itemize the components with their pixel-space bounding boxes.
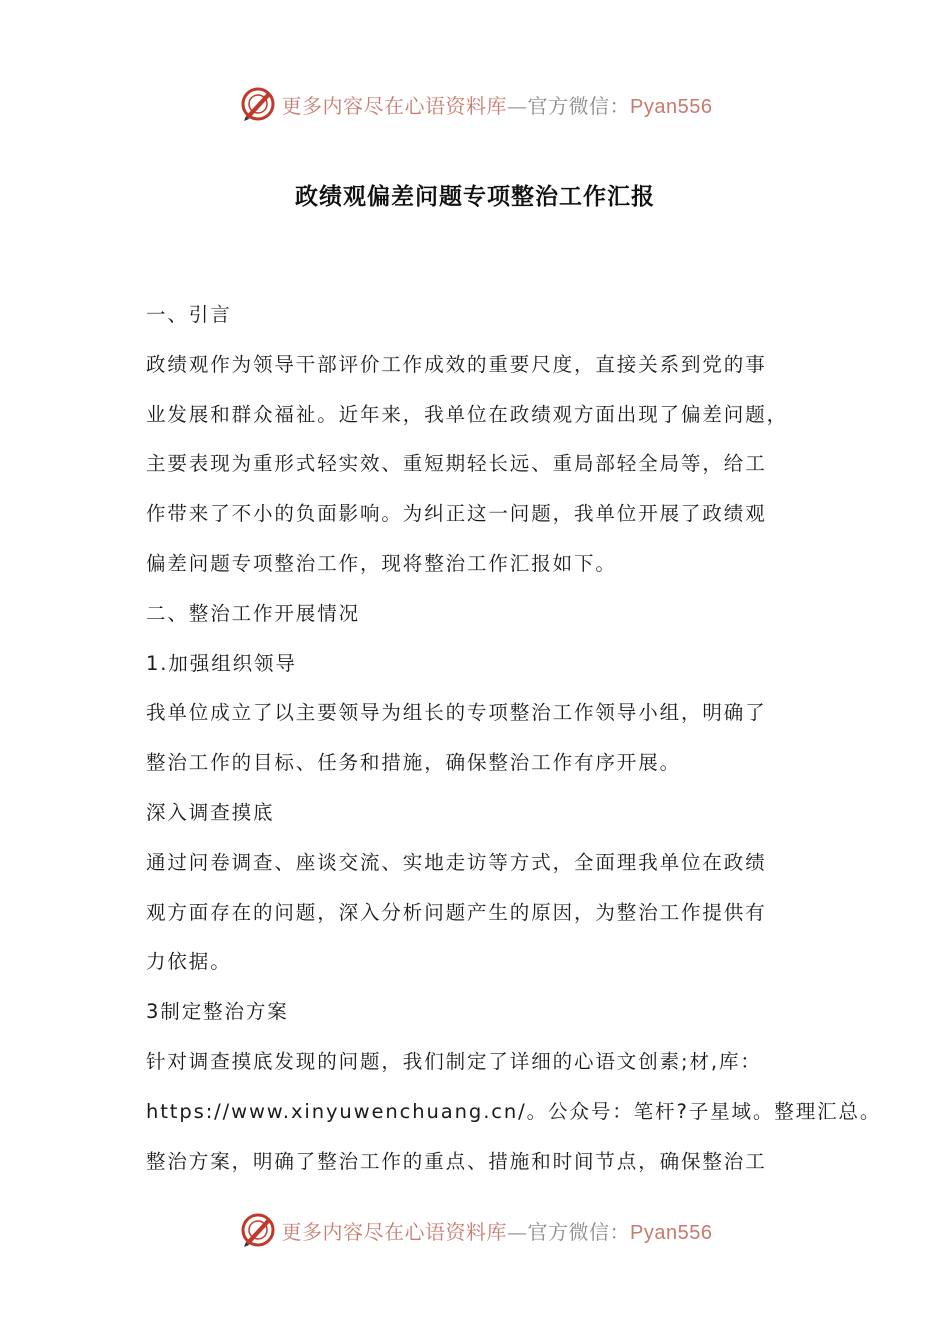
- watermark-main: 更多内容尽在心语资料库: [281, 1219, 508, 1244]
- watermark-wechat-label: 官方微信：: [527, 1219, 631, 1244]
- watermark-dash: —: [507, 1219, 528, 1244]
- body-line: 一、引言: [146, 303, 232, 326]
- watermark-wechat-label: 官方微信：: [527, 93, 631, 118]
- document-body: [146, 290, 882, 1186]
- body-line: 偏差问题专项整治工作，现将整治工作汇报如下。: [146, 551, 617, 575]
- body-line: 整治方案，明确了整治工作的重点、措施和时间节点，确保整治工: [146, 1149, 767, 1173]
- body-line: 1.加强组织领导: [146, 651, 297, 675]
- body-line: 观方面存在的问题，深入分析问题产生的原因，为整治工作提供有: [146, 900, 767, 924]
- body-line: 整治工作的目标、任务和措施，确保整治工作有序开展。: [146, 751, 682, 775]
- watermark-wechat-id: Pyan556: [630, 1221, 713, 1244]
- body-line: 通过问卷调查、座谈交流、实地走访等方式，全面理我单位在政绩: [146, 850, 767, 874]
- document-title: 政绩观偏差问题专项整治工作汇报: [295, 184, 655, 210]
- body-line: 3制定整治方案: [146, 1000, 289, 1024]
- watermark-text: [282, 1216, 713, 1245]
- body-line: 针对调查摸底发现的问题，我们制定了详细的心语文创素;材,库：: [146, 1049, 762, 1073]
- body-line: 深入调查摸底: [146, 800, 275, 824]
- body-line: 作带来了不小的负面影响。为纠正这一问题，我单位开展了政绩观: [146, 502, 767, 526]
- watermark-main: 更多内容尽在心语资料库: [281, 93, 508, 118]
- pen-logo-icon: [238, 84, 278, 124]
- body-line: 我单位成立了以主要领导为组长的专项整治工作领导小组，明确了: [146, 701, 767, 725]
- pen-logo-icon: [238, 1210, 278, 1250]
- watermark-text: [282, 90, 713, 119]
- body-line: 主要表现为重形式轻实效、重短期轻长远、重局部轻全局等，给工: [146, 452, 767, 476]
- body-line: 业发展和群众福祉。近年来，我单位在政绩观方面出现了偏差问题，: [146, 402, 789, 426]
- watermark-dash: —: [507, 93, 528, 118]
- body-line: https://www.xinyuwenchuang.cn/。公众号：笔杆?子星域。整理汇总。: [146, 1099, 882, 1123]
- body-line: 政绩观作为领导干部评价工作成效的重要尺度，直接关系到党的事: [146, 352, 767, 376]
- body-line: 力依据。: [146, 950, 232, 974]
- body-line: 二、整治工作开展情况: [146, 601, 361, 625]
- footer-watermark: [0, 1208, 950, 1252]
- watermark-wechat-id: Pyan556: [630, 95, 713, 118]
- header-watermark: [0, 82, 950, 126]
